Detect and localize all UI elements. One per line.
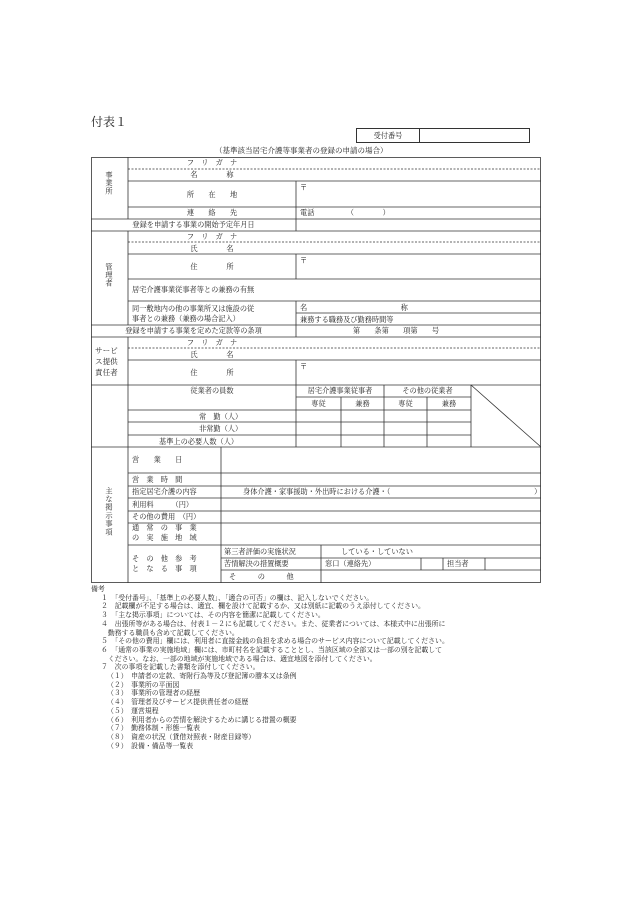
provider-section-label-1: サービ (95, 346, 118, 355)
office-section-label: 事業所 (105, 171, 114, 196)
person-in-charge-label: 担当者 (447, 559, 469, 568)
manager-postal-mark: 〒 (300, 256, 308, 265)
service-area-label-2: の 実 施 地 域 (132, 533, 197, 542)
office-postal-mark: 〒 (300, 183, 308, 192)
note-line: ７ 次の事項を記載した書類を添付してください。 (101, 663, 260, 672)
third-party-value[interactable]: している・していない (341, 547, 413, 556)
complaint-label: 苦情解決の措置概要 (224, 559, 289, 568)
attachment-line: （１） 申請者の定款、寄附行為等及び登記簿の謄本又は条例 (107, 672, 297, 681)
staff-count-label: 従業者の員数 (190, 386, 234, 395)
attachment-line: （６） 利用者からの苦情を解決するために講じる措置の概要 (107, 715, 297, 724)
note-line: ください。なお、一部の地域が実施地域である場合は、適宜地図を添付してください。 (101, 654, 377, 663)
provider-postal-mark: 〒 (300, 362, 308, 371)
application-form-table (91, 157, 541, 583)
reference-label-2: と な る 事 項 (132, 564, 197, 573)
complaint-window-label: 窓口（連絡先） (325, 559, 376, 568)
attachment-line: （４） 管理者及びサービス提供責任者の経歴 (107, 698, 249, 707)
office-furigana-label: フ リ ガ ナ (186, 158, 238, 167)
manager-name-label: 氏 名 (190, 244, 234, 253)
receipt-number-field[interactable] (420, 129, 529, 142)
provider-address-label: 住 所 (190, 368, 234, 377)
attachment-line: （８） 資産の状況（貸借対照表・財産目録等） (107, 732, 256, 741)
staff-fulltime-label: 常 勤（人） (199, 412, 243, 421)
receipt-number-box (356, 128, 530, 143)
service-content-label: 指定居宅介護の内容 (132, 487, 197, 496)
service-content-value[interactable]: 身体介護・家事援助・外出時における介護・（ ） (243, 487, 542, 496)
reference-label-1: そ の 他 参 考 (132, 554, 197, 563)
attachment-line: （２） 事業所の平面図 (107, 680, 180, 689)
receipt-number-label: 受付番号 (357, 129, 420, 142)
staff-full-header: 専従 (311, 399, 326, 408)
start-date-label: 登録を申請する事業の開始予定年月日 (132, 220, 255, 229)
note-line: ５ 「その他の費用」欄には、利用者に直接金銭の負担を求める場合のサービス内容について記載してください。 (101, 637, 449, 646)
manager-concurrent-label: 居宅介護事業従事者等との兼務の有無 (132, 285, 255, 294)
manager-other-name-label: 名 称 (300, 303, 408, 312)
note-line: ２ 記載欄が不足する場合は、適宜、欄を設けて記載するか、又は別紙に記載のうえ添付してください。 (101, 602, 425, 611)
third-party-label: 第三者評価の実施状況 (224, 547, 296, 556)
fee-label: 利用料 （円） (132, 500, 194, 509)
staff-other-header: その他の従業者 (402, 386, 453, 395)
note-line: １ 「受付番号」、「基準上の必要人数」、「適合の可否」の欄は、記入しないでください。 (101, 593, 374, 602)
form-title: 付表１ (91, 115, 128, 129)
form-subtitle: （基準該当居宅介護等事業者の登録の申請の場合） (215, 146, 388, 155)
manager-other-duty-label-1: 同一敷地内の他の事業所又は施設の従 (132, 304, 255, 313)
provider-section-label-2: ス提供 (95, 357, 118, 366)
staff-other-full-header: 専従 (398, 399, 413, 408)
manager-address-label: 住 所 (190, 262, 234, 271)
office-contact-label: 連 絡 先 (186, 208, 238, 217)
manager-furigana-label: フ リ ガ ナ (186, 232, 238, 241)
manager-section-label: 管理者 (105, 263, 114, 288)
note-line: ６ 「通常の事業の実施地域」欄には、市町村名を記載することとし、当該区域の全部又は一部の別を記載して (101, 645, 443, 654)
attachment-line: （３） 事業所の管理者の経歴 (107, 689, 201, 698)
service-area-label-1: 通 常 の 事 業 (132, 523, 197, 532)
attachment-line: （７） 勤務体制・形態一覧表 (107, 724, 201, 733)
manager-other-duty-col: 兼務する職務及び勤務時間等 (300, 315, 394, 324)
bylaws-label: 登録を申請する事業を定めた定款等の条項 (125, 326, 262, 335)
staff-other-part-header: 兼務 (441, 399, 457, 408)
business-hours-label: 営 業 時 間 (132, 475, 183, 484)
note-line: ４ 出張所等がある場合は、付表１－２にも記載してください。また、従業者については、本様式中に出張所に (101, 619, 446, 628)
provider-section-label-3: 責任者 (95, 368, 118, 377)
staff-part-header: 兼務 (355, 399, 370, 408)
notes-section (91, 585, 541, 750)
other-fees-label: その他の費用 （円） (132, 512, 201, 521)
office-phone-field[interactable]: 電話 （ ） (300, 208, 390, 217)
staff-home-care-header: 居宅介護事業従事者 (307, 386, 373, 395)
provider-name-label: 氏 名 (190, 350, 234, 359)
office-address-label: 所 在 地 (186, 190, 238, 199)
business-days-label: 営 業 日 (132, 455, 183, 464)
note-line: ３ 「主な掲示事項」については、その内容を簡潔に記載してください。 (101, 611, 325, 620)
attachment-line: （９） 設備・備品等一覧表 (107, 741, 194, 750)
office-name-label: 名 称 (190, 170, 234, 179)
staff-required-label: 基準上の必要人数（人） (159, 437, 239, 446)
postings-section-label: 主な掲示事項 (105, 487, 114, 537)
bylaws-value[interactable]: 第 条第 項第 号 (352, 326, 440, 335)
provider-furigana-label: フ リ ガ ナ (186, 338, 238, 347)
staff-nonfulltime-label: 非常勤（人） (199, 424, 243, 433)
note-line: 勤務する職員も含めて記載してください。 (101, 628, 239, 637)
other-items-label: そ の 他 (229, 572, 294, 581)
attachment-line: （５） 運営規程 (107, 706, 159, 715)
notes-heading: 備考 (91, 585, 105, 593)
manager-other-duty-label-2: 事者との兼務（兼務の場合記入） (132, 314, 240, 323)
